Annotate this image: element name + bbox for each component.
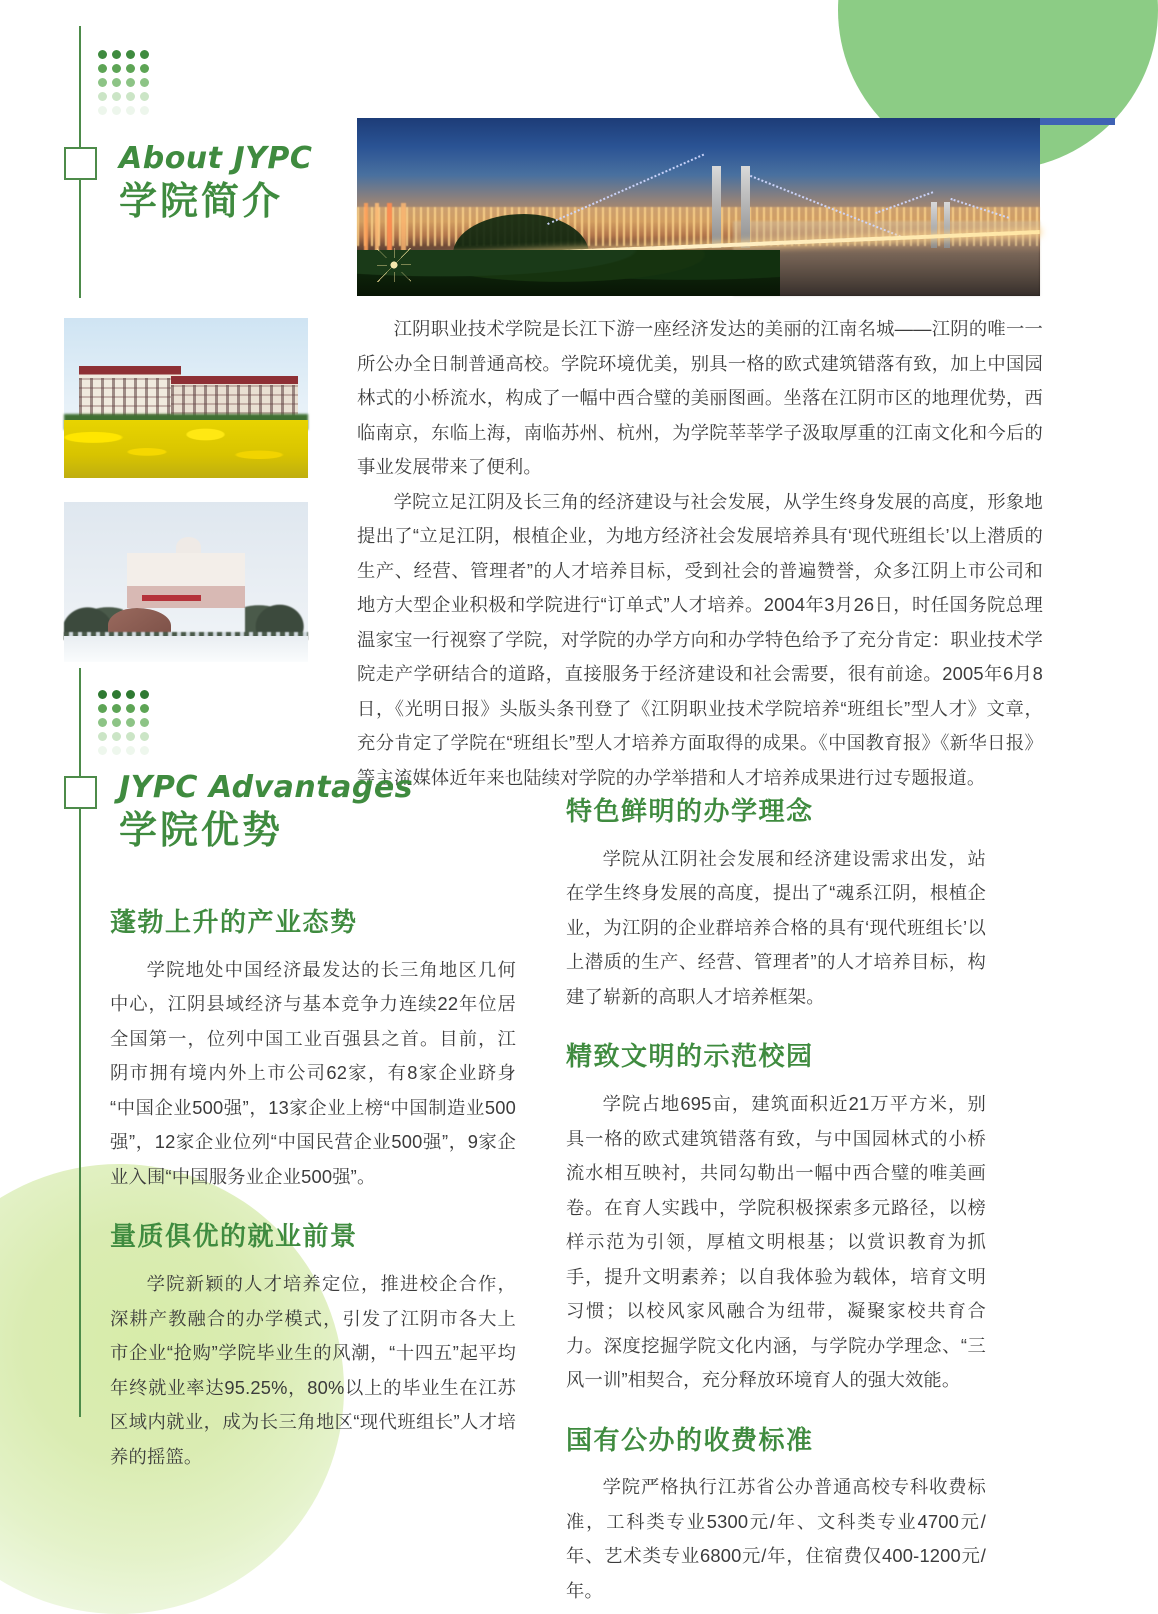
- campus-rapeseed-field-photo: [64, 318, 308, 478]
- about-section-header: [64, 143, 312, 226]
- bridge-light-starburst: [377, 248, 411, 282]
- advantage-title: 特色鲜明的办学理念: [566, 796, 814, 826]
- advantage-title: 国有公办的收费标准: [566, 1424, 814, 1455]
- advantage-body: 学院地处中国经济最发达的长三角地区几何中心，江阴县域经济与基本竞争力连续22年位居全国第一，位列中国工业百强县之首。目前，江阴市拥有境内外上市公司62家，有8家企业跻身“中国企业500强”，13家企业上榜“中国制造业500强”，12家企业位列“中国民营企业500强”，9家企业入围“中国服务业企业500强”。: [110, 958, 516, 1187]
- advantage-block: [566, 1424, 986, 1609]
- bridge-tower: [931, 202, 937, 248]
- advantage-body: 学院从江阴社会发展和经济建设需求出发，站在学生终身发展的高度，提出了“魂系江阴，根植企业，为江阴的企业群培养合格的具有‘现代班组长’以上潜质的生产、经营、管理者”的人才培养目标，构建了崭新的高职人才培养框架。: [566, 847, 986, 1007]
- jiangyin-bridge-night-photo: [357, 118, 1040, 296]
- about-paragraph: 学院立足江阴及长三角的经济建设与社会发展，从学生终身发展的高度，形象地提出了“立足江阴，根植企业，为地方经济社会发展培养具有‘现代班组长’以上潜质的生产、经营、管理者”的人才培养目标，受到社会的普遍赞誉，众多江阴上市公司和地方大型企业积极和学院进行“订单式”人才培养。2004年3月26日，时任国务院总理温家宝一行视察了学院，对学院的办学方向和办学特色给予了充分肯定：职业技术学院走产学研结合的道路，直接服务于经济建设和社会需要，很有前途。2005年6月8日，《光明日报》头版头条刊登了《江阴职业技术学院培养“班组长”型人才》文章，充分肯定了学院在“班组长”型人才培养方面取得的成果。《中国教育报》《新华日报》等主流媒体近年来也陆续对学院的办学举措和人才培养成果进行过专题报道。: [357, 490, 1043, 788]
- winter-snow-ground: [64, 636, 308, 662]
- bridge-tower: [741, 166, 750, 248]
- bridge-tower: [712, 166, 721, 248]
- advantage-block: [566, 1040, 986, 1397]
- advantages-en-title: JYPC Advantages: [119, 770, 414, 805]
- spring-windows: [79, 378, 181, 417]
- advantages-right-column: [566, 795, 986, 1608]
- spring-rapeseed-field: [64, 420, 308, 478]
- advantages-cn-title: 学院优势: [119, 809, 284, 852]
- bridge-tower: [944, 202, 950, 248]
- advantage-body: 学院新颖的人才培养定位，推进校企合作，深耕产教融合的办学模式，引发了江阴市各大上市企业“抢购”学院毕业生的风潮，“十四五”起平均年终就业率达95.25%，80%以上的毕业生在江苏区域内就业，成为长三角地区“现代班组长”人才培养的摇篮。: [110, 1273, 516, 1467]
- campus-snow-scene-photo: [64, 502, 308, 662]
- about-paragraph: 江阴职业技术学院是长江下游一座经济发达的美丽的江南名城——江阴的唯一一所公办全日制普通高校。学院环境优美，别具一格的欧式建筑错落有致，加上中国园林式的小桥流水，构成了一幅中西合璧的美丽图画。坐落在江阴市区的地理优势，西临南京，东临上海，南临苏州、杭州，为学院莘莘学子汲取厚重的江南文化和今后的事业发展带来了便利。: [357, 318, 1043, 477]
- header-square-marker: [64, 776, 97, 809]
- about-en-title: About JYPC: [119, 141, 313, 176]
- about-body-text: [357, 312, 1043, 795]
- advantage-block: [110, 906, 516, 1194]
- advantage-title: 精致文明的示范校园: [566, 1041, 814, 1072]
- advantage-block: [110, 1220, 516, 1474]
- advantage-body: 学院占地695亩，建筑面积近21万平方米，别具一格的欧式建筑错落有致，与中国园林式的小桥流水相互映衬，共同勾勒出一幅中西合璧的唯美画卷。在育人实践中，学院积极探索多元路径，以榜样示范为引领，厚植文明根基；以赏识教育为抓手，提升文明素养；以自我体验为载体，培育文明习惯；以校风家风融合为纽带，凝聚家校共育合力。深度挖掘学院文化内涵，与学院办学理念、“三风一训”相契合，充分释放环境育人的强大效能。: [566, 1093, 986, 1391]
- advantage-title: 量质俱优的就业前景: [110, 1221, 358, 1252]
- winter-red-signboard: [142, 595, 201, 601]
- advantage-block: [566, 795, 986, 1014]
- advantage-body: 学院严格执行江苏省公办普通高校专科收费标准，工科类专业5300元/年、文科类专业4700元/年、艺术类专业6800元/年，住宿费仅400-1200元/年。: [566, 1476, 986, 1601]
- about-cn-title: 学院简介: [119, 180, 284, 223]
- dot-grid-decoration-top: [96, 48, 152, 118]
- spring-building-left: [79, 366, 181, 419]
- advantages-section-header: [64, 772, 413, 855]
- bridge-foreground-trees: [357, 250, 780, 296]
- dot-grid-decoration-bottom: [96, 688, 152, 758]
- header-square-marker: [64, 147, 97, 180]
- advantages-left-column: [110, 906, 516, 1474]
- advantage-title: 蓬勃上升的产业态势: [110, 907, 358, 937]
